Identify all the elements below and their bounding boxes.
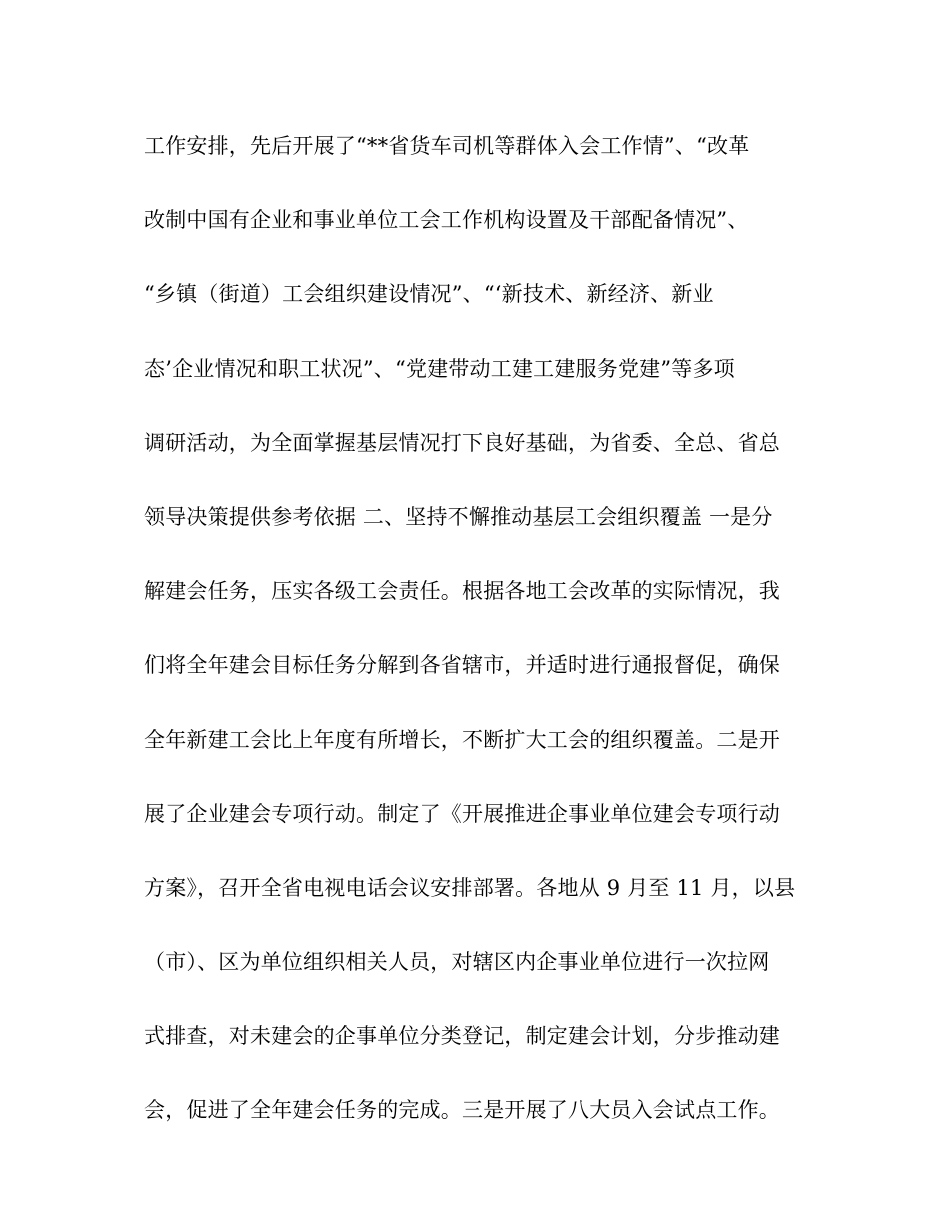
text-line: 调研活动，为全面掌握基层情况打下良好基础，为省委、全总、省总 xyxy=(144,430,780,455)
text-line: （市）、区为单位组织相关人员，对辖区内企事业单位进行一次拉网 xyxy=(144,950,770,975)
text-line: 方案》，召开全省电视电话会议安排部署。各地从 9 月至 11 月，以县 xyxy=(144,875,796,900)
text-line: 全年新建工会比上年度有所增长，不断扩大工会的组织覆盖。二是开 xyxy=(144,727,780,752)
text-line: “乡镇（街道）工会组织建设情况”、“‘新技术、新经济、新业 xyxy=(144,282,714,307)
text-line: 展了企业建会专项行动。制定了《开展推进企事业单位建会专项行动 xyxy=(144,801,780,826)
text-line: 工作安排，先后开展了“**省货车司机等群体入会工作情”、“改革 xyxy=(144,134,750,158)
body-text xyxy=(144,124,824,1163)
text-line: 式排查，对未建会的企事单位分类登记，制定建会计划，分步推动建 xyxy=(144,1024,780,1049)
text-line: 领导决策提供参考依据 二、坚持不懈推动基层工会组织覆盖 一是分 xyxy=(144,504,773,529)
text-line: 解建会任务，压实各级工会责任。根据各地工会改革的实际情况，我 xyxy=(144,579,780,604)
text-line: 会，促进了全年建会任务的完成。三是开展了八大员入会试点工作。 xyxy=(144,1098,780,1123)
text-line: 改制中国有企业和事业单位工会工作机构设置及干部配备情况”、 xyxy=(144,208,749,233)
text-line: 态’企业情况和职工状况”、“党建带动工建工建服务党建”等多项 xyxy=(144,356,735,381)
text-line: 们将全年建会目标任务分解到各省辖市，并适时进行通报督促，确保 xyxy=(144,653,780,678)
